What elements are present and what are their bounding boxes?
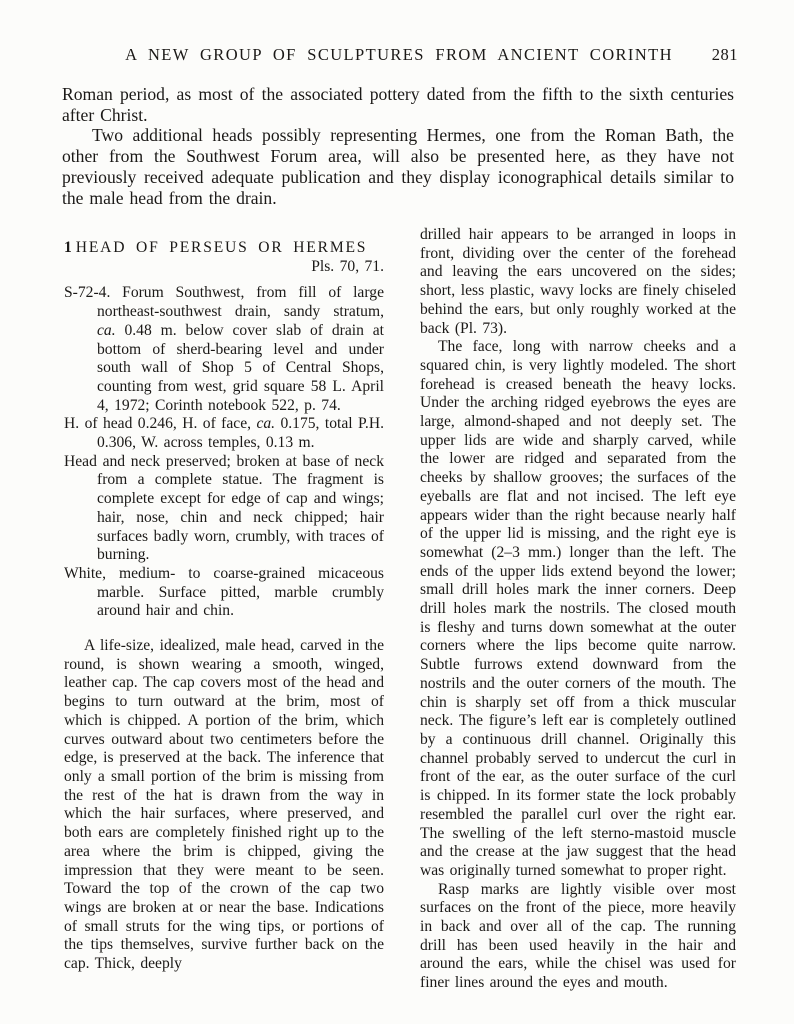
description-paragraph-2: The face, long with narrow cheeks and a squared chin, is very lightly modeled. The short forehead is creased beneath the heavy locks. Under the arching ridged eyebrows the eyes are large, almond-shaped and not deeply set. The upper lids are wide and sharply carved, while the lower are ridged and separated from the cheeks by shallow grooves; the surfaces of the eyeballs are flat and not incised. The left eye appears wider than the right because nearly half of the upper lid is missing, and the right eye is somewhat (2–3 mm.) longer than the left. The ends of the upper lids extend beyond the lower; small drill holes mark the inner corners. Deep drill holes mark the nostrils. The closed mouth is fleshy and turns down somewhat at the outer corners where the lips become quite narrow. Subtle furrows extend downward from the nostrils and the outer corners of the mouth. The chin is sharply set off from a thick muscular neck. The figure’s left ear is completely outlined by a continuous drill channel. Originally this channel probably served to undercut the curl in front of the ear, as the outer surface of the curl is chipped. In its former state the lock probably resembled the parallel curl over the right ear. The swelling of the left sterno-mastoid muscle and the crease at the jaw suggest that the head was originally turned somewhat to proper right. <box>420 338 736 879</box>
entry-heading <box>64 239 384 258</box>
left-column <box>64 239 384 974</box>
intro-paragraph-2: Two additional heads possibly representing Hermes, one from the Roman Bath, the other from the Southwest Forum area, will also be presented here, as they have not previously received adequate publication and they display iconographical details similar to the male head from the drain. <box>62 125 734 208</box>
catalog-condition: Head and neck preserved; broken at base of neck from a complete statue. The fragment is complete except for edge of cap and wings; hair, nose, chin and neck chipped; hair surfaces badly worn, crumbly, with traces of burning. <box>64 452 384 564</box>
intro-paragraph-1: Roman period, as most of the associated pottery dated from the fifth to the sixth centuries after Christ. <box>62 84 734 125</box>
entry-number: 1 <box>64 239 72 256</box>
right-column <box>420 226 736 993</box>
description-paragraph-1: A life-size, idealized, male head, carved in the round, is shown wearing a smooth, winged, leather cap. The cap covers most of the head and begins to turn outward at the brim, most of which is chipped. A portion of the brim, which curves outward about two centimeters before the edge, is preserved at the back. The inference that only a small portion of the brim is missing from the rest of the hat is drawn from the way in which the hair surfaces, where preserved, and both ears are completely finished right up to the area where the brim is chipped, giving the impression that they were meant to be seen. Toward the top of the crown of the cap two wings are broken at or near the base. Indications of small struts for the wing tips, or portions of the tips themselves, survive further back on the cap. Thick, deeply <box>64 637 384 973</box>
intro-section <box>62 84 734 208</box>
entry-plates-reference: Pls. 70, 71. <box>311 257 384 275</box>
description-paragraph-3: Rasp marks are lightly visible over most surfaces on the front of the piece, more heavily in back and over all of the cap. The running drill has been used heavily in the hair and around the ears, while the chisel was used for finer lines around the eyes and mouth. <box>420 880 736 992</box>
catalog-entry <box>64 284 384 621</box>
catalog-findspot: S-72-4. Forum Southwest, from fill of large northeast-southwest drain, sandy stratum, ca. 0.48 m. below cover slab of drain at bottom of sherd-bearing level and under south wall of Shop 5 of Central Shops, counting from west, grid square 58 L. April 4, 1972; Corinth notebook 522, p. 74. <box>64 284 384 414</box>
running-head-title: A NEW GROUP OF SCULPTURES FROM ANCIENT CORINTH <box>125 45 673 64</box>
catalog-material: White, medium- to coarse-grained micaceous marble. Surface pitted, marble crumbly around hair and chin. <box>64 564 384 620</box>
page-number: 281 <box>711 45 738 64</box>
running-head <box>60 46 738 64</box>
description-paragraph-1-continued: drilled hair appears to be arranged in loops in front, dividing over the center of the forehead and leaving the ears uncovered on the sides; short, less plastic, wavy locks are finely chiseled behind the ears, but only roughly worked at the back (Pl. 73). <box>420 226 736 337</box>
catalog-dimensions: H. of head 0.246, H. of face, ca. 0.175, total P.H. 0.306, W. across temples, 0.13 m. <box>64 415 384 452</box>
entry-title: HEAD OF PERSEUS OR HERMES <box>75 239 368 256</box>
